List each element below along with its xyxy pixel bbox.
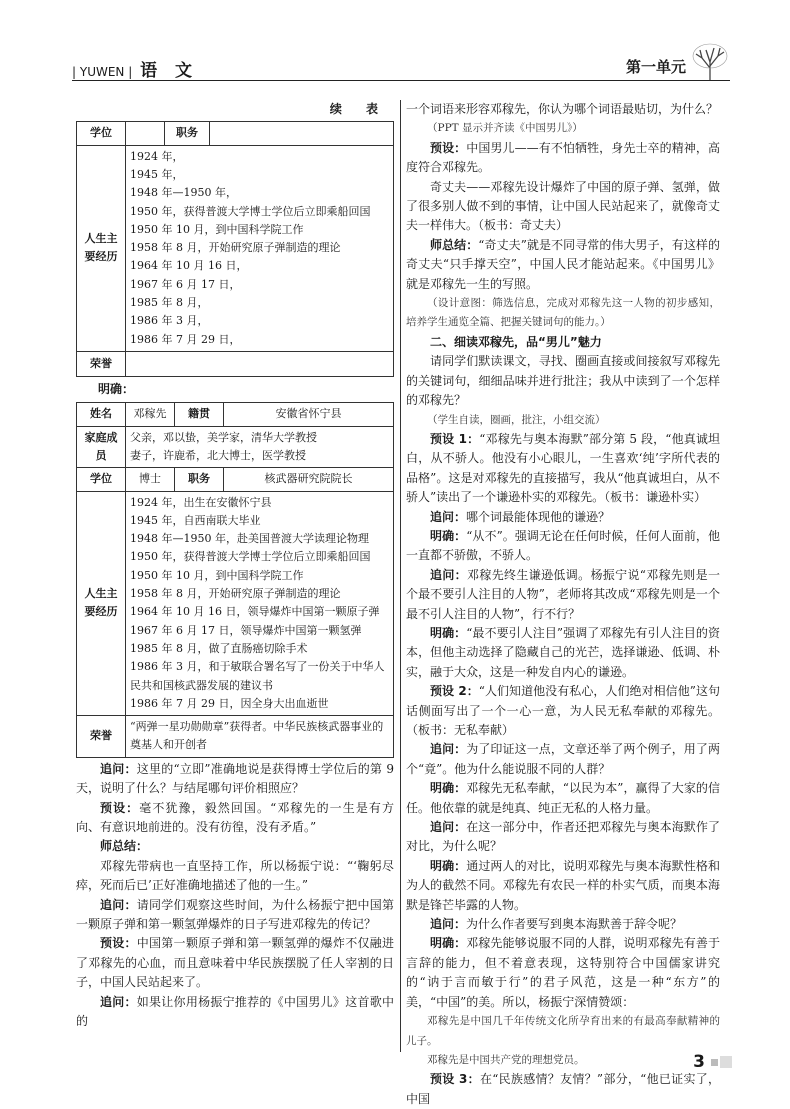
paragraph xyxy=(406,178,720,236)
header-unit: 第一单元 xyxy=(625,58,686,76)
jingli-line: 1967 年 6 月 17 日， xyxy=(130,277,241,291)
jingli-line: 1950 年，获得普渡大学博士学位后立即乘船回国 xyxy=(130,550,371,564)
jingli-label-2: 人生主要经历 xyxy=(77,491,126,716)
xuewei-value: 博士 xyxy=(126,468,175,491)
paragraph-keyword: 追问： xyxy=(100,761,137,776)
paragraph-text: “奇丈夫”就是不同寻常的伟大男子，有这样的奇丈夫“只手撑天空”，中国人民才能站起来。《中国男儿》就是邓稼先一生的写照。 xyxy=(406,237,720,291)
paragraph-keyword: 明确： xyxy=(430,528,467,543)
paragraph xyxy=(76,857,394,896)
jingli-line: 1950 年 10 月，到中国科学院工作 xyxy=(130,568,304,582)
paragraph-text: 邓稼先无私奉献，“以民为本”，赢得了大家的信任。他依靠的就是纯真、纯正无私的人格力量。 xyxy=(406,781,720,815)
paragraph-text: 中国男儿——有不怕牺牲，身先士卒的精神，高度符合邓稼先。 xyxy=(406,140,720,175)
paragraph xyxy=(76,934,394,992)
paragraph-text: 为什么作者要写到奥本海默善于辞令呢？ xyxy=(466,917,683,932)
jiguan-label: 籍贯 xyxy=(175,403,224,426)
paragraph-text: 奇丈夫——邓稼先设计爆炸了中国的原子弹、氢弹，做了很多别人做不到的事情，让中国人民站起来了，就像奇丈夫一样伟大。（板书：奇丈夫） xyxy=(406,179,720,233)
paragraph-text: 请同学们观察这些时间，为什么杨振宁把中国第一颗原子弹和第一颗氢弹爆炸的日子写进邓稼先的传记？ xyxy=(76,897,394,931)
paragraph-keyword: 追问： xyxy=(100,994,137,1009)
paragraph xyxy=(76,993,394,1032)
paragraph-text: 请同学们默读课文，寻找、圈画直接或间接叙写邓稼先的关键词句，细细品味并进行批注；我从中读到了一个怎样的邓稼先？ xyxy=(406,354,720,408)
paragraph-keyword: 师总结： xyxy=(100,839,149,854)
paragraph xyxy=(406,1012,720,1051)
rongyu-label: 荣誉 xyxy=(77,351,126,376)
family-line: 父亲，邓以蛰，美学家，清华大学教授 xyxy=(130,430,317,444)
paragraph-text: （PPT 显示并齐读《中国男儿》） xyxy=(427,122,583,135)
paragraph xyxy=(406,294,720,333)
paragraph-keyword: 明确： xyxy=(430,781,467,796)
paragraph-keyword: 预设 1： xyxy=(430,431,480,446)
name-value: 邓稼先 xyxy=(126,403,175,426)
jingli-line: 1948 年—1950 年，赴美国普渡大学读理论物理 xyxy=(130,532,369,546)
paragraph xyxy=(406,857,720,915)
zhiwu-cell xyxy=(210,122,394,145)
paragraph-text: 通过两人的对比，说明邓稼先与奥本海默性格和为人的截然不同。邓稼先有农民一样的朴实气质，而奥本海默是锋芒毕露的人物。 xyxy=(406,858,720,912)
jingli-line: 1945 年，自西南联大毕业 xyxy=(130,513,261,527)
jingli-line: 1950 年，获得普渡大学博士学位后立即乘船回国 xyxy=(130,204,371,218)
paragraph-keyword: 预设： xyxy=(100,936,137,951)
paragraph xyxy=(406,430,720,508)
header-rule xyxy=(72,80,730,81)
paragraph xyxy=(406,139,720,178)
paragraph xyxy=(406,818,720,857)
page-header xyxy=(72,50,730,84)
answer-table xyxy=(76,402,394,757)
header-brand: YUWEN xyxy=(79,65,125,79)
jingli-line: 1958 年 8 月，开始研究原子弹制造的理论 xyxy=(130,587,341,601)
paragraph-text: 邓稼先带病也一直坚持工作，所以杨振宁说：“‘鞠躬尽瘁，死而后已’正好准确地描述了他的一生。” xyxy=(76,858,394,893)
paragraph-text: 邓稼先终生谦逊低调。杨振宁说“邓稼先则是一个最不要引人注目的人物”，老师将其改成“邓稼先则是一个最不引人注目的人物”，行不行？ xyxy=(406,567,720,621)
paragraph-keyword: 追问： xyxy=(430,567,468,582)
jingli-cell-2 xyxy=(126,491,394,716)
paragraph-keyword: 预设： xyxy=(100,800,140,815)
jingli-line: 1948 年—1950 年， xyxy=(130,186,237,200)
xuewei-label-2: 学位 xyxy=(77,468,126,491)
continued-label: 续 表 xyxy=(329,102,388,116)
square-mark-icon xyxy=(711,1059,718,1066)
paragraph xyxy=(406,682,720,740)
paragraph xyxy=(406,333,720,352)
paragraph-keyword: 追问： xyxy=(430,742,467,757)
paragraph-text: “人们知道他没有私心，人们绝对相信他”这句话侧面写出了一个一心一意，为人民无私奉献的邓稼先。（板书：无私奉献） xyxy=(406,684,720,737)
paragraph-keyword: 预设： xyxy=(430,140,467,155)
paragraph-text: “从不”。强调无论在任何时候，任何人面前，他一直都不骄傲，不骄人。 xyxy=(406,528,720,563)
rongyu-label-2: 荣誉 xyxy=(77,716,126,758)
xuewei-label: 学位 xyxy=(77,122,126,145)
paragraph xyxy=(406,915,720,934)
zhiwu-value: 核武器研究院院长 xyxy=(224,468,394,491)
paragraph-text: （学生自读，圈画，批注，小组交流） xyxy=(427,413,606,426)
paragraph xyxy=(406,566,720,624)
jingli-line: 1986 年 7 月 29 日，因全身大出血逝世 xyxy=(130,696,329,710)
paragraph-text: “最不要引人注目”强调了邓稼先有引人注目的资本，但他主动选择了隐藏自己的光芒，选择谦逊、低调、朴实，融于大众，这是一种发自内心的谦逊。 xyxy=(406,625,720,679)
jingli-line: 1986 年 7 月 29 日， xyxy=(130,332,241,346)
paragraph-text: 二、细读邓稼先，品“男儿”魅力 xyxy=(430,334,602,349)
paragraph-text: 在“民族感情？友情？”部分，“他已证实了，中国 xyxy=(406,1072,721,1106)
paragraph-keyword: 明确： xyxy=(430,625,467,640)
xuewei-cell xyxy=(126,122,165,145)
jingli-line: 1945 年， xyxy=(130,168,184,181)
paragraph-keyword: 追问： xyxy=(430,917,467,932)
paragraph-text: 在这一部分中，作者还把邓稼先与奥本海默作了对比，为什么呢？ xyxy=(406,820,720,854)
paragraph xyxy=(406,411,720,430)
jingli-line: 1967 年 6 月 17 日，领导爆炸中国第一颗氢弹 xyxy=(130,623,362,637)
paragraph xyxy=(406,740,720,779)
rongyu-value: “两弹一星功勋勋章”获得者。中华民族核武器事业的奠基人和开创者 xyxy=(126,716,394,758)
paragraph xyxy=(406,779,720,818)
jingli-line: 1924 年，出生在安徽怀宁县 xyxy=(130,495,272,509)
jingli-line: 1924 年， xyxy=(130,149,184,163)
paragraph-text: 如果让你用杨振宁推荐的《中国男儿》这首歌中的 xyxy=(76,994,394,1028)
paragraph-text: 毫不犹豫，毅然回国。“邓稼先的一生是有方向、有意识地前进的。没有彷徨，没有矛盾。” xyxy=(76,800,394,834)
paragraph xyxy=(76,760,394,799)
page-number-area xyxy=(693,1052,732,1072)
jingli-cell xyxy=(126,145,394,351)
square-mark-icon xyxy=(720,1056,732,1068)
jingli-line: 1950 年 10 月，到中国科学院工作 xyxy=(130,222,304,236)
paragraph-text: 邓稼先是中国共产党的理想党员。 xyxy=(427,1053,585,1066)
paragraph xyxy=(406,1051,720,1070)
family-line: 妻子，许鹿希，北大博士，医学教授 xyxy=(130,448,306,462)
paragraph xyxy=(406,352,720,410)
jingli-line: 1986 年 3 月， xyxy=(130,314,209,328)
paragraph-keyword: 预设 3： xyxy=(430,1072,480,1087)
paragraph-keyword: 明确： xyxy=(430,858,467,873)
paragraph xyxy=(406,119,720,138)
paragraph-keyword: 追问： xyxy=(430,509,467,524)
paragraph-keyword: 预设 2： xyxy=(430,684,479,699)
left-body-text xyxy=(76,760,394,1032)
zhiwu-label-2: 职务 xyxy=(175,468,224,491)
jingli-line: 1985 年 8 月，做了直肠癌切除手术 xyxy=(130,641,308,655)
mingque-label: 明确： xyxy=(98,381,135,396)
right-column xyxy=(406,100,720,1109)
paragraph xyxy=(406,934,720,1012)
page-number: 3 xyxy=(693,1052,705,1072)
paragraph xyxy=(76,799,394,838)
paragraph-keyword: 师总结： xyxy=(430,237,479,252)
header-left: | YUWEN | 语 文 xyxy=(72,61,198,81)
paragraph-keyword: 追问： xyxy=(430,820,467,835)
paragraph xyxy=(76,896,394,935)
continued-table xyxy=(76,121,394,377)
header-subject: 语 文 xyxy=(140,61,198,81)
paragraph xyxy=(406,1070,720,1109)
column-divider xyxy=(400,100,401,1052)
paragraph-text: “邓稼先与奥本海默”部分第 5 段，“他真诚坦白，从不骄人。他没有小心眼儿，一生喜欢‘纯’字所代表的品格”。这是对邓稼先的直接描写，我从“他真诚坦白，从不骄人”读出了一个谦逊朴实的邓稼先。（板书：谦逊朴实） xyxy=(406,431,721,505)
name-label: 姓名 xyxy=(77,403,126,426)
jingli-line: 1964 年 10 月 16 日，领导爆炸中国第一颗原子弹 xyxy=(130,605,380,619)
jingli-label: 人生主要经历 xyxy=(77,145,126,351)
paragraph xyxy=(406,100,720,119)
jiguan-value: 安徽省怀宁县 xyxy=(224,403,394,426)
family-label: 家庭成员 xyxy=(77,426,126,468)
paragraph xyxy=(406,527,720,566)
jingli-line: 1958 年 8 月，开始研究原子弹制造的理论 xyxy=(130,241,341,255)
paragraph xyxy=(76,837,394,856)
paragraph-text: 这里的“立即”准确地说是获得博士学位后的第 9 天，说明了什么？与结尾哪句评价相照应？ xyxy=(76,761,394,796)
paragraph-text: 中国第一颗原子弹和第一颗氢弹的爆炸不仅融进了邓稼先的心血，而且意味着中华民族摆脱了任人宰割的日子，中国人民站起来了。 xyxy=(76,936,394,990)
zhiwu-label: 职务 xyxy=(165,122,210,145)
jingli-line: 1964 年 10 月 16 日， xyxy=(130,259,248,273)
right-body-text xyxy=(406,100,720,1109)
paragraph-text: 邓稼先是中国几千年传统文化所孕育出来的有最高奉献精神的儿子。 xyxy=(406,1015,720,1047)
jingli-line: 1986 年 3 月，和于敏联合署名写了一份关于中华人民共和国核武器发展的建议书 xyxy=(130,660,385,692)
paragraph-keyword: 明确： xyxy=(430,936,467,951)
paragraph-text: 邓稼先能够说服不同的人群，说明邓稼先有善于言辞的能力，但不着意表现，这特别符合中国儒家讲究的“讷于言而敏于行”的君子风范，这是一种“东方”的美，“中国”的美。所以，杨振宁深情赞颂： xyxy=(406,936,720,1009)
paragraph xyxy=(406,236,720,294)
paragraph xyxy=(406,624,720,682)
jingli-line: 1985 年 8 月， xyxy=(130,296,209,310)
left-column xyxy=(76,100,394,1031)
paragraph-text: 为了印证这一点，文章还举了两个例子，用了两个“竟”。他为什么能说服不同的人群？ xyxy=(406,742,720,776)
paragraph-text: （设计意图：筛选信息，完成对邓稼先这一人物的初步感知，培养学生通览全篇、把握关键词句的能力。） xyxy=(406,297,720,329)
paragraph-text: 哪个词最能体现他的谦逊？ xyxy=(466,509,611,524)
paragraph-keyword: 追问： xyxy=(100,897,137,912)
tree-icon xyxy=(690,42,730,82)
family-cell xyxy=(126,426,394,468)
paragraph-text: 一个词语来形容邓稼先，你认为哪个词语最贴切，为什么？ xyxy=(406,102,719,116)
rongyu-cell xyxy=(126,351,394,376)
paragraph xyxy=(406,508,720,527)
